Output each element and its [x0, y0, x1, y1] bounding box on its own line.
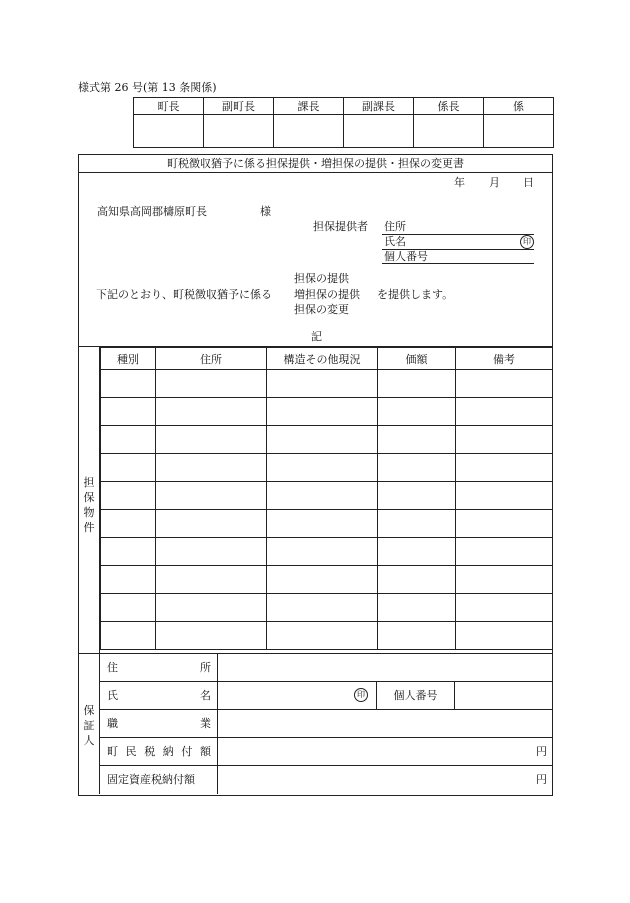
collateral-cell[interactable]	[156, 370, 267, 398]
collateral-cell[interactable]	[101, 566, 156, 594]
form-title: 町税徴収猶予に係る担保提供・増担保の提供・担保の変更書	[167, 157, 464, 170]
collateral-cell[interactable]	[267, 538, 378, 566]
collateral-cell[interactable]	[378, 426, 456, 454]
provider-address-label: 住所	[384, 220, 406, 233]
approval-header: 係長	[414, 98, 484, 115]
collateral-cell[interactable]	[378, 622, 456, 650]
property-tax-label: 固定資産税納付額	[107, 773, 195, 786]
collateral-cell[interactable]	[378, 482, 456, 510]
collateral-row	[101, 454, 553, 482]
town-tax-yen: 円	[536, 745, 547, 758]
approval-table	[133, 97, 554, 148]
collateral-cell[interactable]	[267, 398, 378, 426]
guarantor-seal-icon: 印	[354, 688, 368, 702]
approval-header: 係	[484, 98, 554, 115]
provider-number-line[interactable]	[382, 263, 534, 264]
collateral-cell[interactable]	[378, 538, 456, 566]
collateral-cell[interactable]	[156, 594, 267, 622]
collateral-cell[interactable]	[267, 482, 378, 510]
collateral-cell[interactable]	[156, 566, 267, 594]
option-provision: 担保の提供	[294, 272, 349, 285]
collateral-cell[interactable]	[156, 398, 267, 426]
date-day-label: 日	[523, 176, 534, 189]
guarantor-occupation-label: 職 業	[107, 717, 211, 730]
collateral-cell[interactable]	[456, 538, 553, 566]
collateral-cell[interactable]	[156, 510, 267, 538]
collateral-cell[interactable]	[456, 426, 553, 454]
collateral-row	[101, 566, 553, 594]
collateral-row	[101, 426, 553, 454]
collateral-header-remarks: 備考	[456, 348, 553, 370]
body-suffix: を提供します。	[377, 288, 454, 301]
collateral-cell[interactable]	[456, 566, 553, 594]
collateral-row	[101, 482, 553, 510]
guarantor-occupation-field[interactable]	[218, 710, 551, 737]
collateral-row	[101, 398, 553, 426]
collateral-cell[interactable]	[156, 454, 267, 482]
collateral-cell[interactable]	[267, 454, 378, 482]
town-tax-label: 町 民 税 納 付 額	[107, 745, 211, 758]
collateral-cell[interactable]	[378, 510, 456, 538]
collateral-cell[interactable]	[456, 594, 553, 622]
guarantor-name-label: 氏 名	[107, 689, 211, 702]
collateral-row	[101, 538, 553, 566]
approval-header: 副課長	[344, 98, 414, 115]
option-change: 担保の変更	[294, 303, 349, 316]
collateral-cell[interactable]	[267, 566, 378, 594]
collateral-cell[interactable]	[456, 370, 553, 398]
approval-box[interactable]	[204, 115, 274, 148]
approval-header: 課長	[274, 98, 344, 115]
guarantor-number-field[interactable]	[455, 682, 551, 709]
collateral-cell[interactable]	[156, 622, 267, 650]
collateral-cell[interactable]	[456, 454, 553, 482]
collateral-row	[101, 622, 553, 650]
collateral-cell[interactable]	[378, 398, 456, 426]
collateral-header-value: 価額	[378, 348, 456, 370]
approval-box[interactable]	[274, 115, 344, 148]
body-prefix: 下記のとおり、町税徴収猶予に係る	[96, 288, 272, 301]
collateral-cell[interactable]	[101, 510, 156, 538]
collateral-cell[interactable]	[101, 454, 156, 482]
guarantor-name-field[interactable]	[218, 682, 376, 709]
collateral-label: 担 保 物 件	[83, 476, 95, 534]
collateral-cell[interactable]	[267, 594, 378, 622]
approval-box[interactable]	[344, 115, 414, 148]
collateral-cell[interactable]	[267, 426, 378, 454]
collateral-cell[interactable]	[456, 622, 553, 650]
collateral-cell[interactable]	[101, 538, 156, 566]
property-tax-field[interactable]	[218, 766, 538, 793]
approval-header: 町長	[134, 98, 204, 115]
collateral-cell[interactable]	[378, 454, 456, 482]
collateral-cell[interactable]	[101, 622, 156, 650]
collateral-row	[101, 510, 553, 538]
collateral-row	[101, 594, 553, 622]
addressee: 高知県高岡郡檮原町長	[97, 205, 207, 218]
collateral-row	[101, 370, 553, 398]
guarantor-address-label: 住 所	[107, 661, 211, 674]
addressee-honorific: 様	[260, 205, 271, 218]
collateral-cell[interactable]	[267, 622, 378, 650]
provider-number-label: 個人番号	[384, 250, 428, 263]
collateral-cell[interactable]	[456, 482, 553, 510]
collateral-cell[interactable]	[156, 538, 267, 566]
collateral-cell[interactable]	[101, 398, 156, 426]
option-additional: 増担保の提供	[294, 288, 360, 301]
property-tax-yen: 円	[536, 773, 547, 786]
guarantor-address-field[interactable]	[218, 654, 551, 681]
approval-box[interactable]	[134, 115, 204, 148]
collateral-header-structure: 構造その他現況	[267, 348, 378, 370]
provider-name-label: 氏名	[384, 235, 406, 248]
collateral-cell[interactable]	[378, 594, 456, 622]
collateral-cell[interactable]	[101, 482, 156, 510]
title-divider	[79, 172, 552, 173]
guarantor-label: 保 証 人	[83, 704, 95, 747]
date-year-label: 年	[454, 176, 465, 189]
collateral-cell[interactable]	[101, 594, 156, 622]
town-tax-field[interactable]	[218, 738, 538, 765]
collateral-cell[interactable]	[101, 426, 156, 454]
approval-box[interactable]	[414, 115, 484, 148]
collateral-cell[interactable]	[456, 510, 553, 538]
seal-stamp-icon: 印	[520, 235, 534, 249]
ki-label: 記	[311, 330, 322, 343]
collateral-cell[interactable]	[378, 370, 456, 398]
collateral-cell[interactable]	[378, 566, 456, 594]
date-month-label: 月	[489, 176, 500, 189]
collateral-cell[interactable]	[156, 426, 267, 454]
approval-box[interactable]	[484, 115, 554, 148]
collateral-cell[interactable]	[101, 370, 156, 398]
collateral-header-address: 住所	[156, 348, 267, 370]
approval-header: 副町長	[204, 98, 274, 115]
collateral-cell[interactable]	[267, 510, 378, 538]
guarantor-number-label: 個人番号	[393, 689, 438, 702]
collateral-cell[interactable]	[267, 370, 378, 398]
collateral-cell[interactable]	[456, 398, 553, 426]
provider-label: 担保提供者	[313, 220, 368, 233]
collateral-table	[100, 347, 553, 650]
form-number: 様式第 26 号(第 13 条関係)	[78, 81, 217, 94]
collateral-cell[interactable]	[156, 482, 267, 510]
collateral-header-type: 種別	[101, 348, 156, 370]
